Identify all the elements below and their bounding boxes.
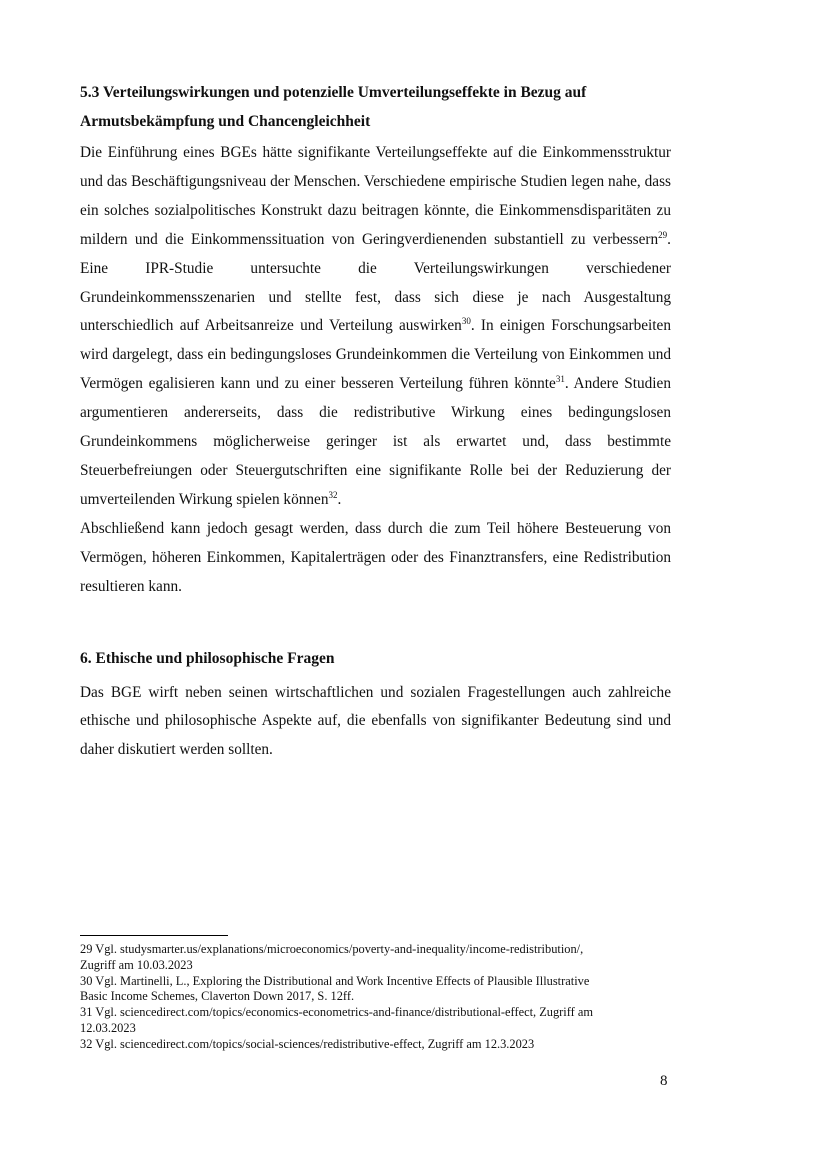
paragraph-text: Die Einführung eines BGEs hätte signifikante Verteilungseffekte auf die Einkommensstruktur und das Beschäftigungsniveau der Menschen. Verschiedene empirische Studien legen nahe, dass ein solches sozialpolitisches Konstrukt dazu beitragen könnte, die Einkommensdisparitäten zu mildern und die Einkommenssituation von Geringverdienenden substantiell zu verbessern <box>80 144 671 248</box>
footnote-30-line-1: 30 Vgl. Martinelli, L., Exploring the Distributional and Work Incentive Effects of Plausible Illustrative <box>80 973 590 988</box>
footnote-32 <box>80 1037 680 1053</box>
footnote-31-line-2: 12.03.2023 <box>80 1020 136 1035</box>
footnote-32-line-1: 32 Vgl. sciencedirect.com/topics/social-sciences/redistributive-effect, Zugriff am 12.3.2023 <box>80 1036 535 1051</box>
paragraph-text: . Eine IPR-Studie untersuchte die Verteilungswirkungen verschiedener Grundeinkommensszenarien und stellte fest, dass sich diese je nach Ausgestaltung unterschiedlich auf Arbeitsanreize und Verteilung auswirken <box>80 230 671 335</box>
main-content <box>80 78 671 765</box>
footnote-29-line-1: 29 Vgl. studysmarter.us/explanations/microeconomics/poverty-and-inequality/income-redistribution/, <box>80 942 584 956</box>
footnote-ref-29[interactable]: 29 <box>658 229 668 240</box>
footnote-divider <box>80 935 228 936</box>
footnote-30-line-2: Basic Income Schemes, Claverton Down 2017, S. 12ff. <box>80 989 355 1004</box>
footnotes <box>80 942 680 1053</box>
page-number: 8 <box>660 1073 668 1089</box>
footnote-ref-31[interactable]: 31 <box>555 374 565 385</box>
footnote-29 <box>80 942 680 974</box>
section-spacer <box>80 602 671 644</box>
footnote-31-line-1: 31 Vgl. sciencedirect.com/topics/economics-econometrics-and-finance/distributional-effect, Zugriff am <box>80 1005 593 1020</box>
paragraph-text: . <box>337 490 342 508</box>
footnote-30 <box>80 974 680 1006</box>
footnote-ref-32[interactable]: 32 <box>328 489 338 500</box>
footnote-29-line-2: Zugriff am 10.03.2023 <box>80 957 193 972</box>
footnote-ref-30[interactable]: 30 <box>461 316 471 327</box>
paragraph-text: . Andere Studien argumentieren andererseits, dass die redistributive Wirkung eines bedingungslosen Grundeinkommens möglicherweise geringer ist als erwartet und, dass bestimmte Steuerbefreiungen oder Steuergutschriften eine signifikante Rolle bei der Reduzierung der umverteilenden Wirkung spielen können <box>80 375 671 508</box>
section-5-3-paragraph-2: Abschließend kann jedoch gesagt werden, dass durch die zum Teil höhere Besteuerung von Vermögen, höheren Einkommen, Kapitalerträgen oder des Finanztransfers, eine Redistribution resultieren kann. <box>80 519 671 595</box>
section-6-paragraph-1: Das BGE wirft neben seinen wirtschaftlichen und sozialen Fragestellungen auch zahlreiche ethische und philosophische Aspekte auf, die ebenfalls von signifikanter Bedeutung sind und daher diskutiert werden sollten. <box>80 683 671 759</box>
section-5-3-paragraph-1 <box>80 139 671 515</box>
paragraph-text: . In einigen Forschungsarbeiten wird dargelegt, dass ein bedingungsloses Grundeinkommen die Verteilung von Einkommen und Vermögen egalisieren kann und zu einer besseren Verteilung führen könnte <box>80 317 671 393</box>
section-5-3-heading: 5.3 Verteilungswirkungen und potenzielle Umverteilungseffekte in Bezug auf Armutsbekämpfung und Chancengleichheit <box>80 84 587 130</box>
section-6-heading: 6. Ethische und philosophische Fragen <box>80 649 335 667</box>
footnote-31 <box>80 1005 680 1037</box>
